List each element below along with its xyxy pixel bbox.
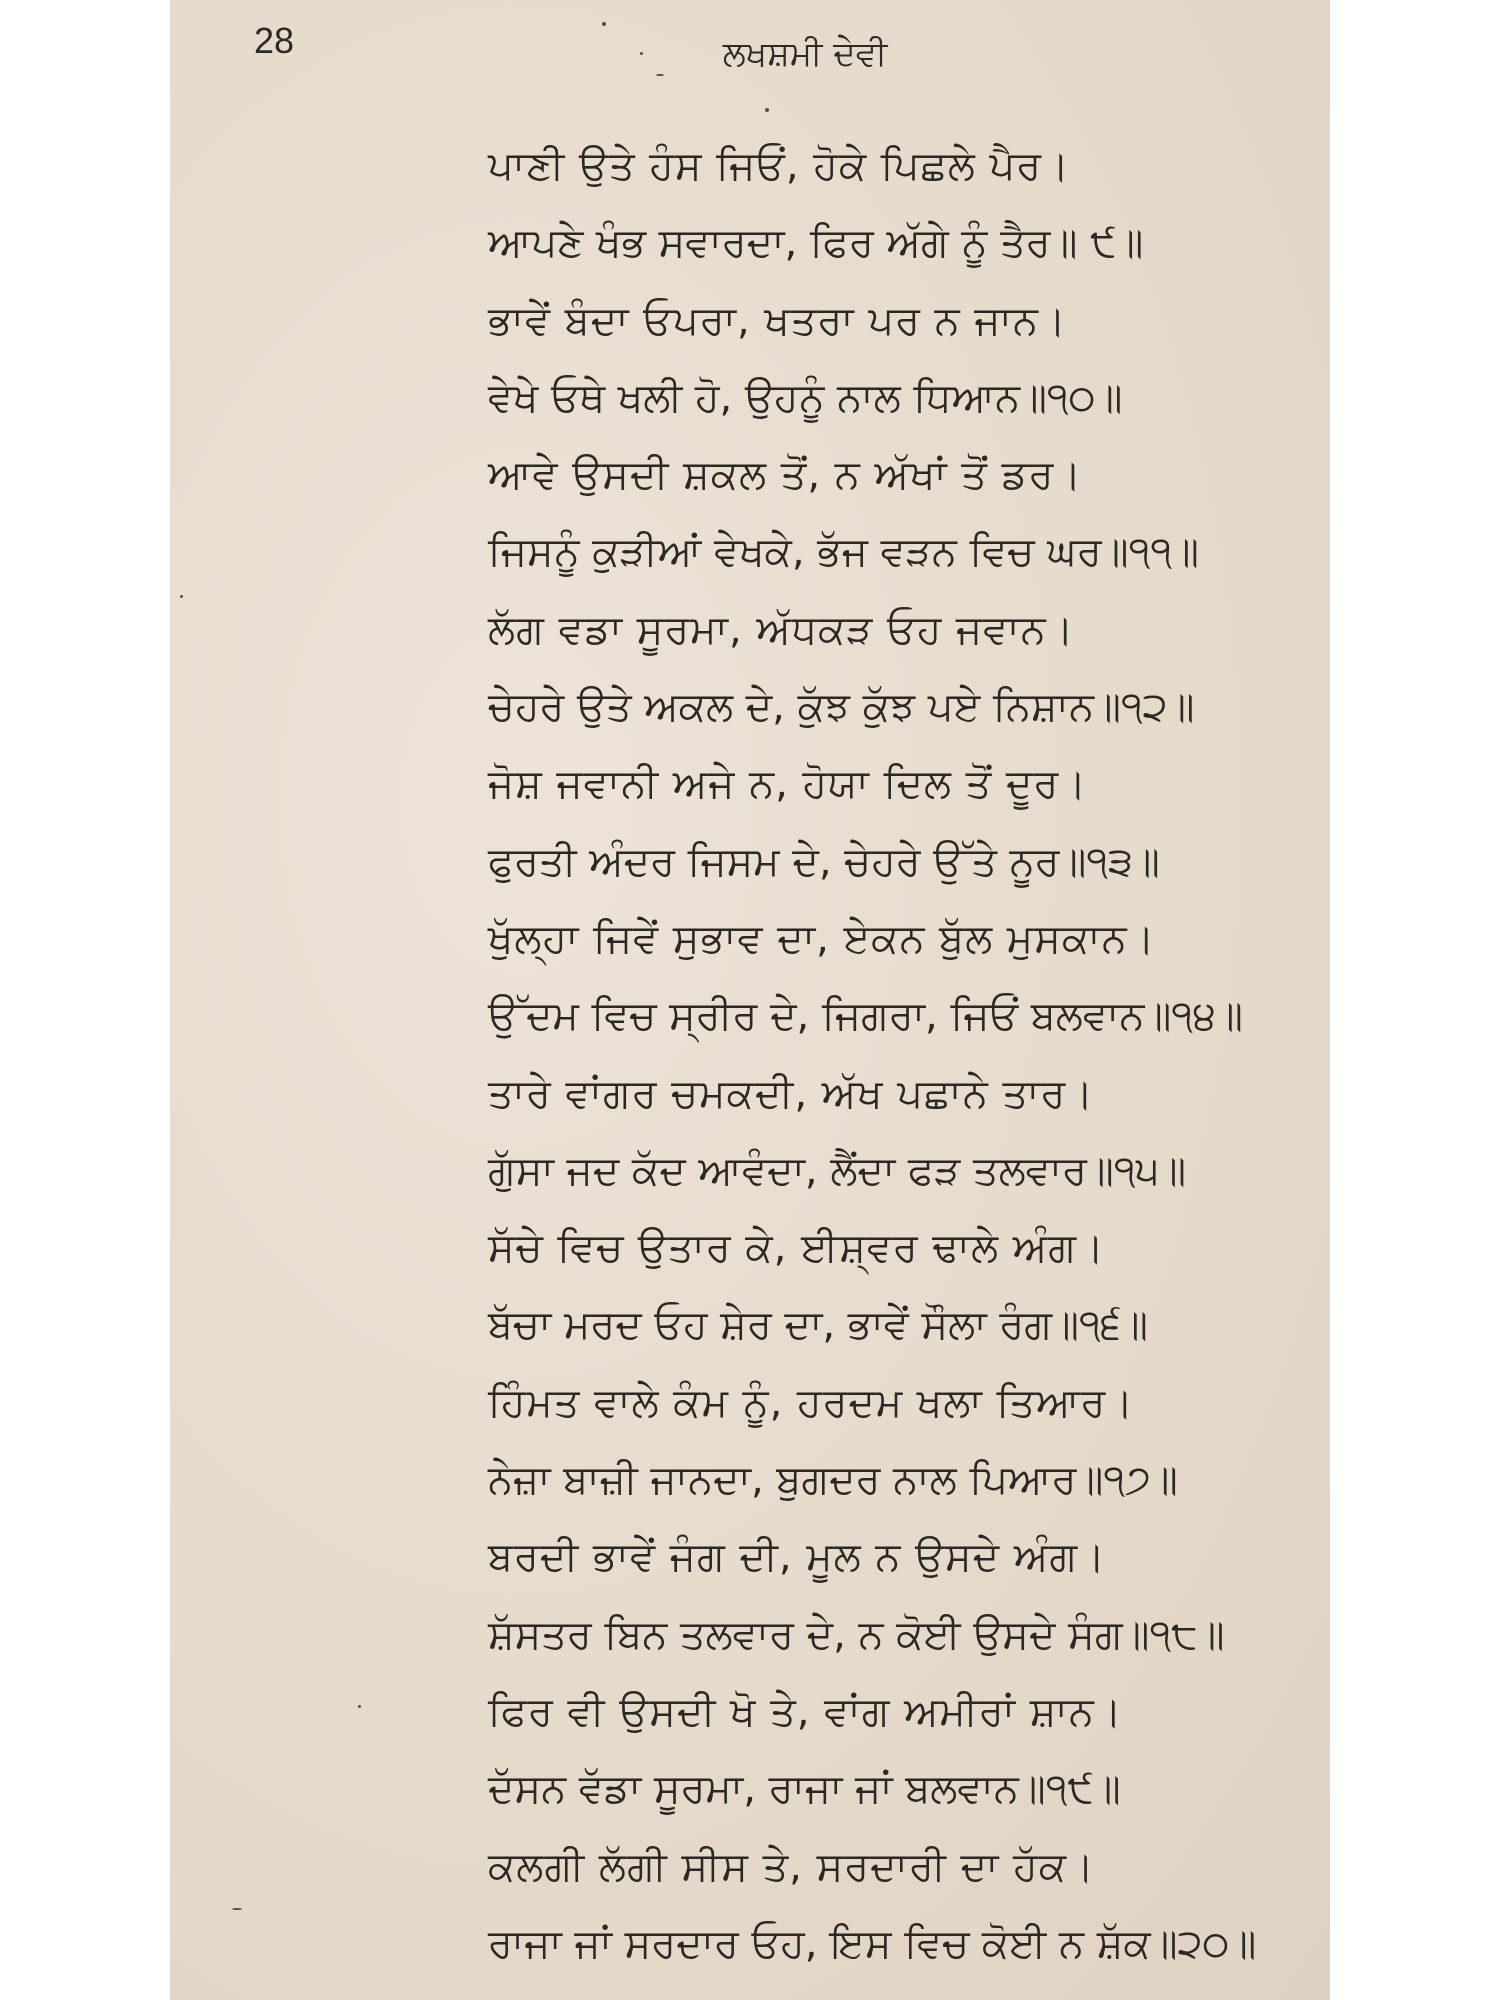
- verse-line: ਚੇਹਰੇ ਉਤੇ ਅਕਲ ਦੇ, ਕੁੱਝ ਕੁੱਝ ਪਏ ਨਿਸ਼ਾਨ॥੧੨॥: [488, 684, 1195, 731]
- ink-speck: [656, 74, 664, 76]
- verse-line: ਸੱਚੇ ਵਿਚ ਉਤਾਰ ਕੇ, ਈਸ਼੍ਵਰ ਢਾਲੇ ਅੰਗ।: [488, 1225, 1105, 1272]
- verse-block: [488, 128, 1308, 1983]
- ink-speck: [765, 108, 769, 112]
- verse-line: ਸ਼ੱਸਤਰ ਬਿਨ ਤਲਵਾਰ ਦੇ, ਨ ਕੋਈ ਉਸਦੇ ਸੰਗ॥੧੮॥: [488, 1611, 1225, 1658]
- verse-line: ਹਿੰਮਤ ਵਾਲੇ ਕੰਮ ਨੂੰ, ਹਰਦਮ ਖਲਾ ਤਿਆਰ।: [488, 1379, 1135, 1426]
- verse-line: ਖੁੱਲ੍ਹਾ ਜਿਵੇਂ ਸੁਭਾਵ ਦਾ, ਏਕਨ ਬੁੱਲ ਮੁਸਕਾਨ।: [488, 915, 1156, 962]
- verse-line: ਜਿਸਨੂੰ ਕੁੜੀਆਂ ਵੇਖਕੇ, ਭੱਜ ਵੜਨ ਵਿਚ ਘਰ॥੧੧॥: [488, 529, 1200, 576]
- verse-line: ਉੱਦਮ ਵਿਚ ਸ੍ਰੀਰ ਦੇ, ਜਿਗਰਾ, ਜਿਓਂ ਬਲਵਾਨ॥੧੪॥: [488, 993, 1243, 1040]
- verse-line: ਦੱਸਨ ਵੱਡਾ ਸੂਰਮਾ, ਰਾਜਾ ਜਾਂ ਬਲਵਾਨ॥੧੯॥: [488, 1766, 1121, 1813]
- verse-line: ਫੁਰਤੀ ਅੰਦਰ ਜਿਸਮ ਦੇ, ਚੇਹਰੇ ਉੱਤੇ ਨੂਰ॥੧੩॥: [488, 838, 1160, 885]
- ink-speck: [358, 1705, 361, 1708]
- ink-speck: [602, 22, 606, 26]
- verse-line: ਵੇਖੇ ਓਥੇ ਖਲੀ ਹੋ, ਉਹਨੂੰ ਨਾਲ ਧਿਆਨ॥੧੦॥: [488, 374, 1123, 421]
- verse-line: ਕਲਗੀ ਲੱਗੀ ਸੀਸ ਤੇ, ਸਰਦਾਰੀ ਦਾ ਹੱਕ।: [488, 1843, 1095, 1890]
- verse-line: ਆਵੇ ਉਸਦੀ ਸ਼ਕਲ ਤੋਂ, ਨ ਅੱਖਾਂ ਤੋਂ ਡਰ।: [488, 452, 1083, 499]
- page-number: 28: [254, 20, 295, 61]
- verse-line: ਨੇਜ਼ਾ ਬਾਜ਼ੀ ਜਾਨਦਾ, ਬੁਗਦਰ ਨਾਲ ਪਿਆਰ॥੧੭॥: [488, 1457, 1178, 1504]
- verse-line: ਜੋਸ਼ ਜਵਾਨੀ ਅਜੇ ਨ, ਹੋਯਾ ਦਿਲ ਤੋਂ ਦੂਰ।: [488, 761, 1088, 808]
- book-page: [170, 0, 1330, 2000]
- ink-speck: [232, 1908, 242, 1910]
- verse-line: ਤਾਰੇ ਵਾਂਗਰ ਚਮਕਦੀ, ਅੱਖ ਪਛਾਨੇ ਤਾਰ।: [488, 1070, 1095, 1117]
- verse-line: ਫਿਰ ਵੀ ਉਸਦੀ ਖੋ ਤੇ, ਵਾਂਗ ਅਮੀਰਾਂ ਸ਼ਾਨ।: [488, 1688, 1123, 1735]
- verse-line: ਬਰਦੀ ਭਾਵੇਂ ਜੰਗ ਦੀ, ਮੂਲ ਨ ਉਸਦੇ ਅੰਗ।: [488, 1534, 1107, 1581]
- verse-line: ਬੱਚਾ ਮਰਦ ਓਹ ਸ਼ੇਰ ਦਾ, ਭਾਵੇਂ ਸੌਲਾ ਰੰਗ॥੧੬॥: [488, 1302, 1148, 1349]
- verse-line: ਪਾਣੀ ਉਤੇ ਹੰਸ ਜਿਓਂ, ਹੋਕੇ ਪਿਛਲੇ ਪੈਰ।: [488, 143, 1071, 189]
- verse-line: ਭਾਵੇਂ ਬੰਦਾ ਓਪਰਾ, ਖਤਰਾ ਪਰ ਨ ਜਾਨ।: [488, 297, 1067, 344]
- verse-line: ਆਪਣੇ ਖੰਭ ਸਵਾਰਦਾ, ਫਿਰ ਅੱਗੇ ਨੂੰ ਤੈਰ॥ ੯॥: [488, 220, 1144, 267]
- ink-speck: [180, 595, 183, 598]
- verse-line: ਗੁੱਸਾ ਜਦ ਕੱਦ ਆਵੰਦਾ, ਲੈਂਦਾ ਫੜ ਤਲਵਾਰ॥੧੫॥: [488, 1147, 1187, 1194]
- verse-line: ਰਾਜਾ ਜਾਂ ਸਰਦਾਰ ਓਹ, ਇਸ ਵਿਚ ਕੋਈ ਨ ਸ਼ੱਕ॥੨੦॥: [488, 1920, 1257, 1967]
- running-head: ਲਖਸ਼ਮੀ ਦੇਵੀ: [722, 34, 888, 74]
- verse-line: ਲੱਗ ਵਡਾ ਸੂਰਮਾ, ਅੱਧਕੜ ਓਹ ਜਵਾਨ।: [488, 606, 1075, 653]
